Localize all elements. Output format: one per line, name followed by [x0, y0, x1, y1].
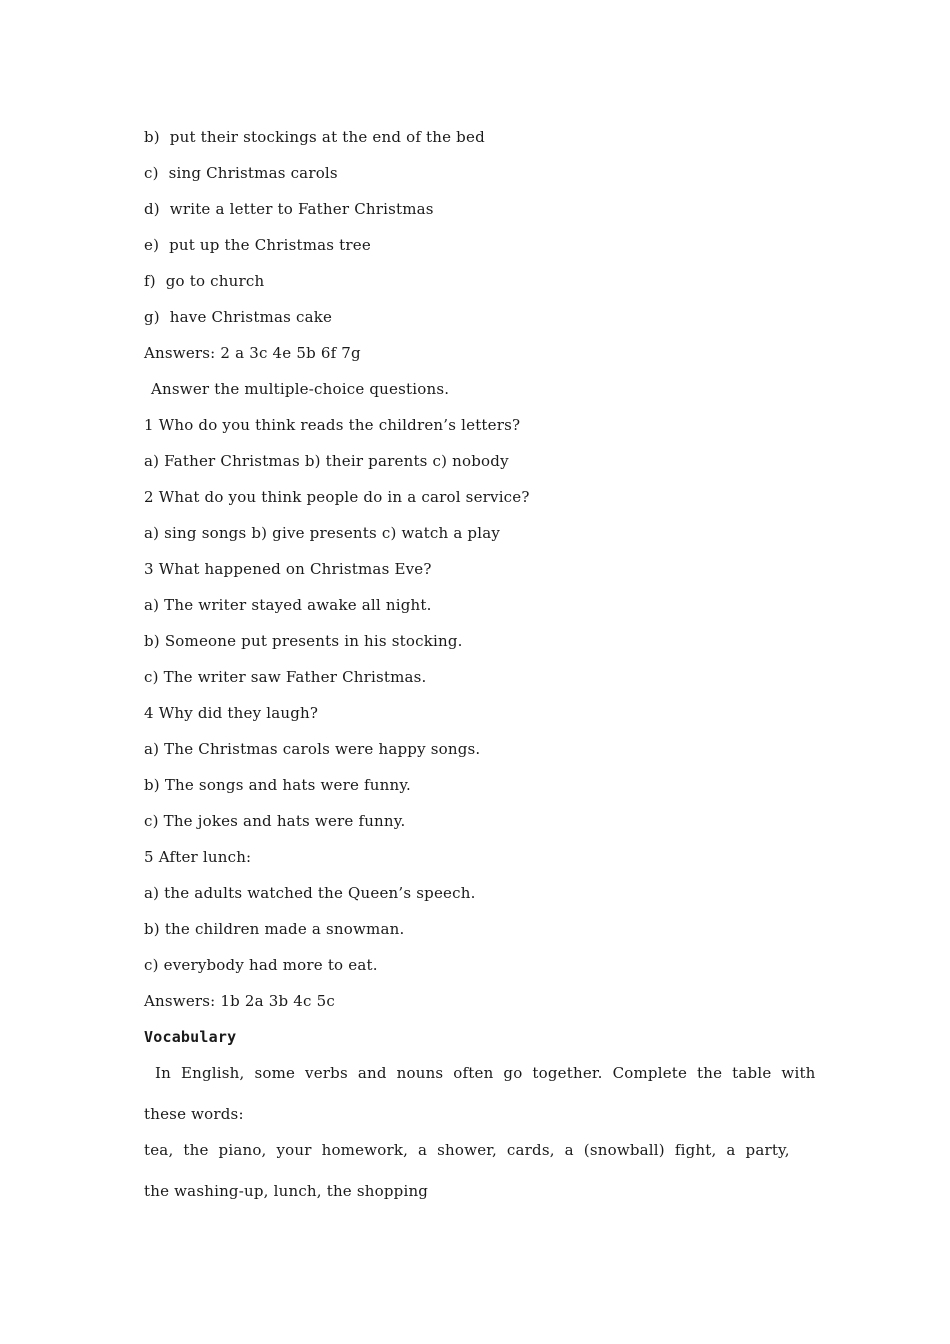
answer-option: a) the adults watched the Queen’s speech. — [144, 884, 476, 902]
question: 4 Why did they laugh? — [144, 704, 319, 722]
vocabulary-word-list: tea, the piano, your homework, a shower, cards, a (snowball) fight, a party, — [144, 1141, 790, 1159]
question: 1 Who do you think reads the children’s letters? — [144, 416, 521, 434]
question: 5 After lunch: — [144, 848, 252, 866]
answers-line: Answers: 1b 2a 3b 4c 5c — [144, 992, 335, 1010]
vocabulary-instruction: these words: — [144, 1105, 244, 1123]
answers-line: Answers: 2 a 3c 4e 5b 6f 7g — [144, 344, 361, 362]
answer-option: a) The Christmas carols were happy songs. — [144, 740, 481, 758]
answer-option: c) The jokes and hats were funny. — [144, 812, 406, 830]
answer-options: a) sing songs b) give presents c) watch a play — [144, 524, 501, 542]
list-item: e) put up the Christmas tree — [144, 236, 371, 254]
list-item: f) go to church — [144, 272, 265, 290]
answer-option: b) The songs and hats were funny. — [144, 776, 411, 794]
answer-option: b) Someone put presents in his stocking. — [144, 632, 463, 650]
exercise-instruction: Answer the multiple-choice questions. — [151, 380, 450, 398]
question: 3 What happened on Christmas Eve? — [144, 560, 432, 578]
answer-options: a) Father Christmas b) their parents c) nobody — [144, 452, 509, 470]
section-heading: Vocabulary — [144, 1028, 237, 1046]
list-item: d) write a letter to Father Christmas — [144, 200, 434, 218]
list-item: c) sing Christmas carols — [144, 164, 338, 182]
answer-option: c) everybody had more to eat. — [144, 956, 378, 974]
answer-option: c) The writer saw Father Christmas. — [144, 668, 427, 686]
vocabulary-instruction: In English, some verbs and nouns often go together. Complete the table with — [155, 1064, 816, 1082]
list-item: b) put their stockings at the end of the bed — [144, 128, 485, 146]
answer-option: a) The writer stayed awake all night. — [144, 596, 432, 614]
question: 2 What do you think people do in a carol service? — [144, 488, 530, 506]
list-item: g) have Christmas cake — [144, 308, 333, 326]
answer-option: b) the children made a snowman. — [144, 920, 405, 938]
vocabulary-word-list: the washing-up, lunch, the shopping — [144, 1182, 429, 1200]
